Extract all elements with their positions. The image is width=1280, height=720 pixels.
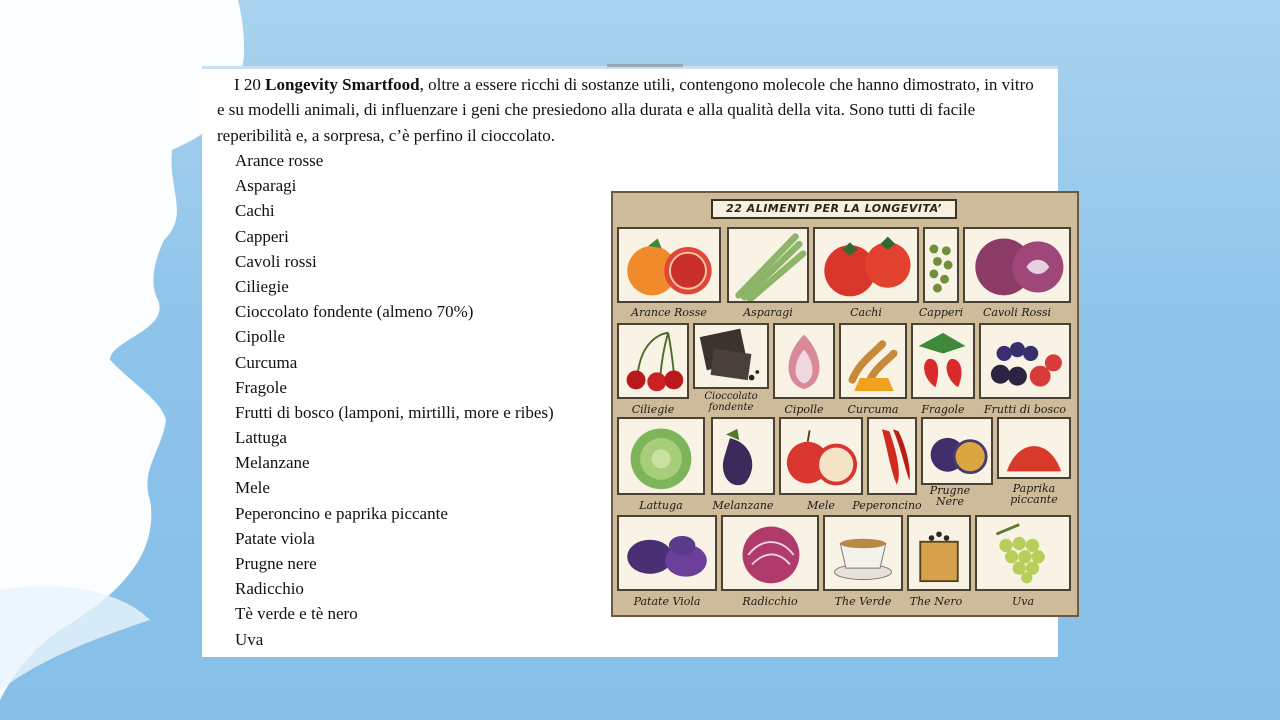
cell-prugne [921, 417, 993, 485]
food-list-item: Ciliegie [235, 276, 289, 296]
cell-radicchio [721, 515, 819, 591]
label-radicchio: Radicchio [742, 595, 798, 608]
cell-cachi [813, 227, 919, 303]
food-list-item: Cioccolato fondente (almeno 70%) [235, 302, 474, 322]
label-frutti: Frutti di bosco [984, 403, 1066, 416]
label-cachi: Cachi [850, 306, 882, 319]
cell-melanzane [711, 417, 775, 495]
food-list-item: Prugne nere [235, 554, 317, 573]
cell-patate [617, 515, 717, 591]
cell-lattuga [617, 417, 705, 495]
cell-peperoncino [867, 417, 917, 495]
food-list-item: Tè verde e tè nero [235, 604, 358, 624]
cell-cioccolato [693, 323, 769, 389]
intro-lead: I 20 [234, 75, 266, 94]
intro-rest: , oltre a essere ricchi di sostanze utili, contengono molecole che hanno dimostrato, in vitro e su modelli animali, di influenzare i geni che presiedono alla durata e alla qualità della vita. Sono tutti di facile reperibilità e, a sorpresa, c’è perfino il cioccolato. [217, 75, 1034, 145]
cell-paprika [997, 417, 1071, 479]
label-tenero: The Nero [909, 595, 963, 608]
cell-mele [779, 417, 863, 495]
food-list-item: Asparagi [235, 176, 297, 196]
cell-tenero [907, 515, 971, 591]
label-paprika: Paprika piccante [1010, 482, 1058, 506]
cell-teverde [823, 515, 903, 591]
label-peperoncino: Peperoncino [852, 499, 922, 512]
label-patate: Patate Viola [633, 595, 701, 608]
label-mele: Mele [807, 499, 835, 512]
intro-paragraph [217, 72, 1037, 148]
food-list-item: Patate viola [235, 528, 315, 548]
cell-cavoli [963, 227, 1071, 303]
cell-arance [617, 227, 721, 303]
page-tab-marker [607, 64, 683, 67]
food-list-item: Lattuga [235, 428, 287, 448]
food-list-item: Fragole [235, 377, 287, 397]
food-list-item: Melanzane [235, 453, 310, 473]
cell-curcuma [839, 323, 907, 399]
intro-bold-title: Longevity Smartfood [265, 75, 420, 94]
food-list-item: Arance rosse [235, 151, 324, 170]
label-lattuga: Lattuga [639, 499, 683, 512]
cell-cipolle [773, 323, 835, 399]
poster-title: 22 ALIMENTI PER LA LONGEVITA’ [711, 199, 957, 219]
label-cioccolato: Cioccolato fondente [704, 391, 758, 413]
cell-uva [975, 515, 1071, 591]
food-list-item: Peperoncino e paprika piccante [235, 503, 448, 523]
label-capperi: Capperi [918, 306, 964, 319]
label-cavoli: Cavoli Rossi [982, 306, 1052, 319]
label-ciliegie: Ciliegie [631, 403, 675, 416]
label-melanzane: Melanzane [712, 499, 774, 512]
label-cipolle: Cipolle [784, 403, 824, 416]
food-list-item: Capperi [235, 226, 289, 246]
cell-fragole [911, 323, 975, 399]
food-list-item: Uva [235, 629, 264, 649]
food-list-item: Frutti di bosco (lamponi, mirtilli, more e ribes) [235, 402, 554, 422]
label-teverde: The Verde [834, 595, 892, 608]
food-list-item: Mele [235, 478, 270, 498]
food-list-item: Radicchio [235, 579, 304, 599]
label-uva: Uva [1011, 595, 1035, 608]
cell-ciliegie [617, 323, 689, 399]
cell-frutti [979, 323, 1071, 399]
label-fragole: Fragole [921, 403, 965, 416]
food-list [235, 148, 554, 652]
food-list-item: Curcuma [235, 352, 298, 372]
label-prugne: Prugne Nere [929, 484, 971, 508]
food-list-item: Cavoli rossi [235, 251, 317, 271]
food-list-item: Cachi [235, 201, 275, 221]
label-asparagi: Asparagi [743, 306, 793, 319]
food-list-item: Cipolle [235, 327, 286, 347]
longevity-foods-illustration [611, 191, 1079, 617]
cell-capperi [923, 227, 959, 303]
label-arance: Arance Rosse [631, 306, 707, 319]
label-curcuma: Curcuma [847, 403, 899, 416]
cell-asparagi [727, 227, 809, 303]
